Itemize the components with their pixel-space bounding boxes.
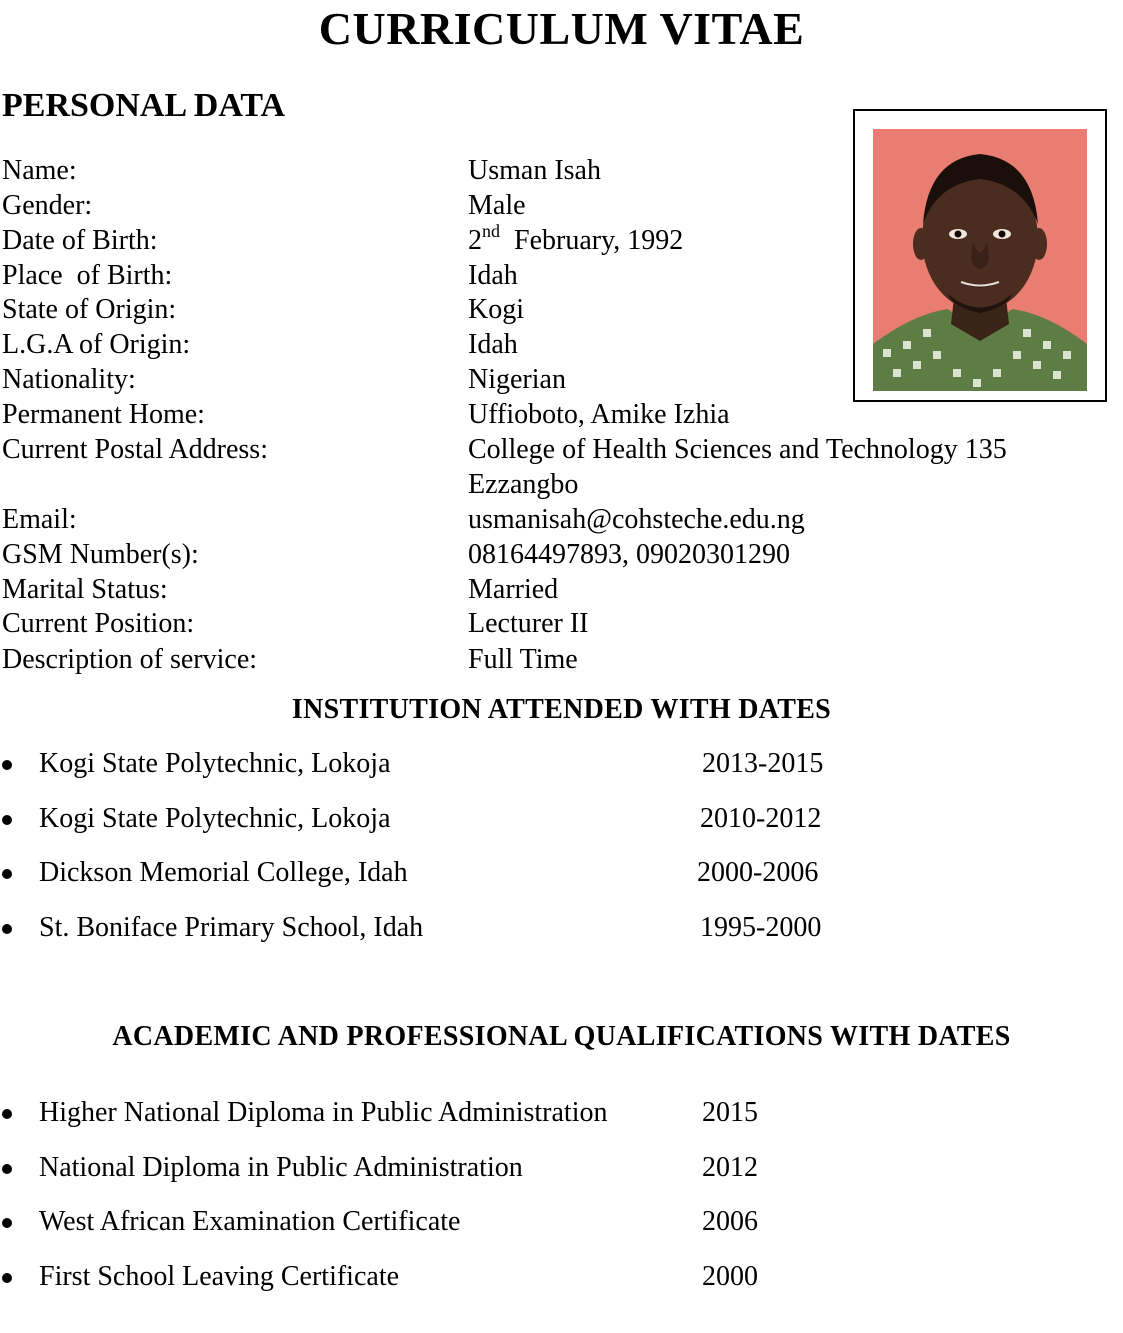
dob-day: 2 (468, 225, 482, 256)
pob-value: Idah (468, 260, 518, 291)
postal-value-line2: Ezzangbo (468, 469, 579, 500)
institution-dates: 2010-2012 (700, 803, 822, 834)
bullet-icon (2, 1218, 12, 1228)
institution-name: Dickson Memorial College, Idah (39, 857, 408, 888)
nationality-value: Nigerian (468, 364, 566, 395)
bullet-icon (2, 1273, 12, 1283)
personal-row-nationality (0, 362, 1100, 397)
institution-dates: 2013-2015 (702, 748, 824, 779)
list-item (0, 856, 1100, 890)
qualification-name: West African Examination Certificate (39, 1206, 461, 1237)
institutions-heading: INSTITUTION ATTENDED WITH DATES (291, 694, 832, 725)
marital-value: Married (468, 574, 559, 605)
list-item (0, 1205, 1100, 1239)
personal-row-home (0, 397, 1100, 432)
dob-rest: February, 1992 (514, 225, 684, 256)
gsm-label: GSM Number(s): (2, 539, 199, 570)
personal-data-heading: PERSONAL DATA (2, 87, 286, 124)
qualification-year: 2012 (702, 1152, 758, 1183)
dob-label: Date of Birth: (2, 225, 158, 256)
personal-row-email (0, 502, 1100, 537)
name-label: Name: (2, 155, 77, 186)
qualification-name: National Diploma in Public Administration (39, 1152, 523, 1183)
personal-row-name (0, 153, 1100, 188)
personal-row-pob (0, 258, 1100, 293)
personal-row-position (0, 606, 1100, 641)
institution-name: Kogi State Polytechnic, Lokoja (39, 748, 391, 779)
postal-label: Current Postal Address: (2, 434, 268, 465)
qualification-name: Higher National Diploma in Public Administration (39, 1097, 608, 1128)
bullet-icon (2, 1109, 12, 1119)
qualifications-heading: ACADEMIC AND PROFESSIONAL QUALIFICATIONS WITH DATES (112, 1021, 1011, 1052)
service-label: Description of service: (2, 644, 258, 675)
bullet-icon (2, 815, 12, 825)
position-label: Current Position: (2, 608, 195, 639)
email-label: Email: (2, 504, 77, 535)
lga-label: L.G.A of Origin: (2, 329, 191, 360)
gsm-value: 08164497893, 09020301290 (468, 539, 790, 570)
institution-dates: 2000-2006 (697, 857, 819, 888)
list-item (0, 1260, 1100, 1294)
email-value: usmanisah@cohsteche.edu.ng (468, 504, 805, 535)
qualification-year: 2000 (702, 1261, 758, 1292)
qualification-year: 2015 (702, 1097, 758, 1128)
personal-row-postal (0, 432, 1100, 467)
lga-value: Idah (468, 329, 518, 360)
qualification-year: 2006 (702, 1206, 758, 1237)
document-title: CURRICULUM VITAE (318, 3, 805, 54)
list-item (0, 1151, 1100, 1185)
marital-label: Marital Status: (2, 574, 168, 605)
personal-row-state (0, 292, 1100, 327)
nationality-label: Nationality: (2, 364, 136, 395)
bullet-icon (2, 1164, 12, 1174)
institution-dates: 1995-2000 (700, 912, 822, 943)
position-value: Lecturer II (468, 608, 589, 639)
personal-row-marital (0, 572, 1100, 607)
dob-value (468, 220, 684, 258)
gender-value: Male (468, 190, 526, 221)
state-value: Kogi (468, 294, 524, 325)
list-item (0, 1096, 1100, 1130)
bullet-icon (2, 760, 12, 770)
qualification-name: First School Leaving Certificate (39, 1261, 400, 1292)
gender-label: Gender: (2, 190, 93, 221)
bullet-icon (2, 924, 12, 934)
institution-name: Kogi State Polytechnic, Lokoja (39, 803, 391, 834)
list-item (0, 802, 1100, 836)
service-value: Full Time (468, 644, 578, 675)
home-value: Uffioboto, Amike Izhia (468, 399, 730, 430)
personal-row-service (0, 642, 1100, 677)
personal-row-dob (0, 220, 1100, 258)
personal-row-gender (0, 188, 1100, 223)
list-item (0, 747, 1100, 781)
dob-suffix: nd (482, 220, 500, 241)
name-value: Usman Isah (468, 155, 601, 186)
state-label: State of Origin: (2, 294, 177, 325)
bullet-icon (2, 869, 12, 879)
personal-row-lga (0, 327, 1100, 362)
list-item (0, 911, 1100, 945)
personal-row-gsm (0, 537, 1100, 572)
home-label: Permanent Home: (2, 399, 205, 430)
postal-value-line1: College of Health Sciences and Technology 135 (468, 434, 1007, 465)
pob-label: Place of Birth: (2, 260, 173, 291)
institution-name: St. Boniface Primary School, Idah (39, 912, 424, 943)
personal-row-postal-cont (0, 467, 1100, 502)
